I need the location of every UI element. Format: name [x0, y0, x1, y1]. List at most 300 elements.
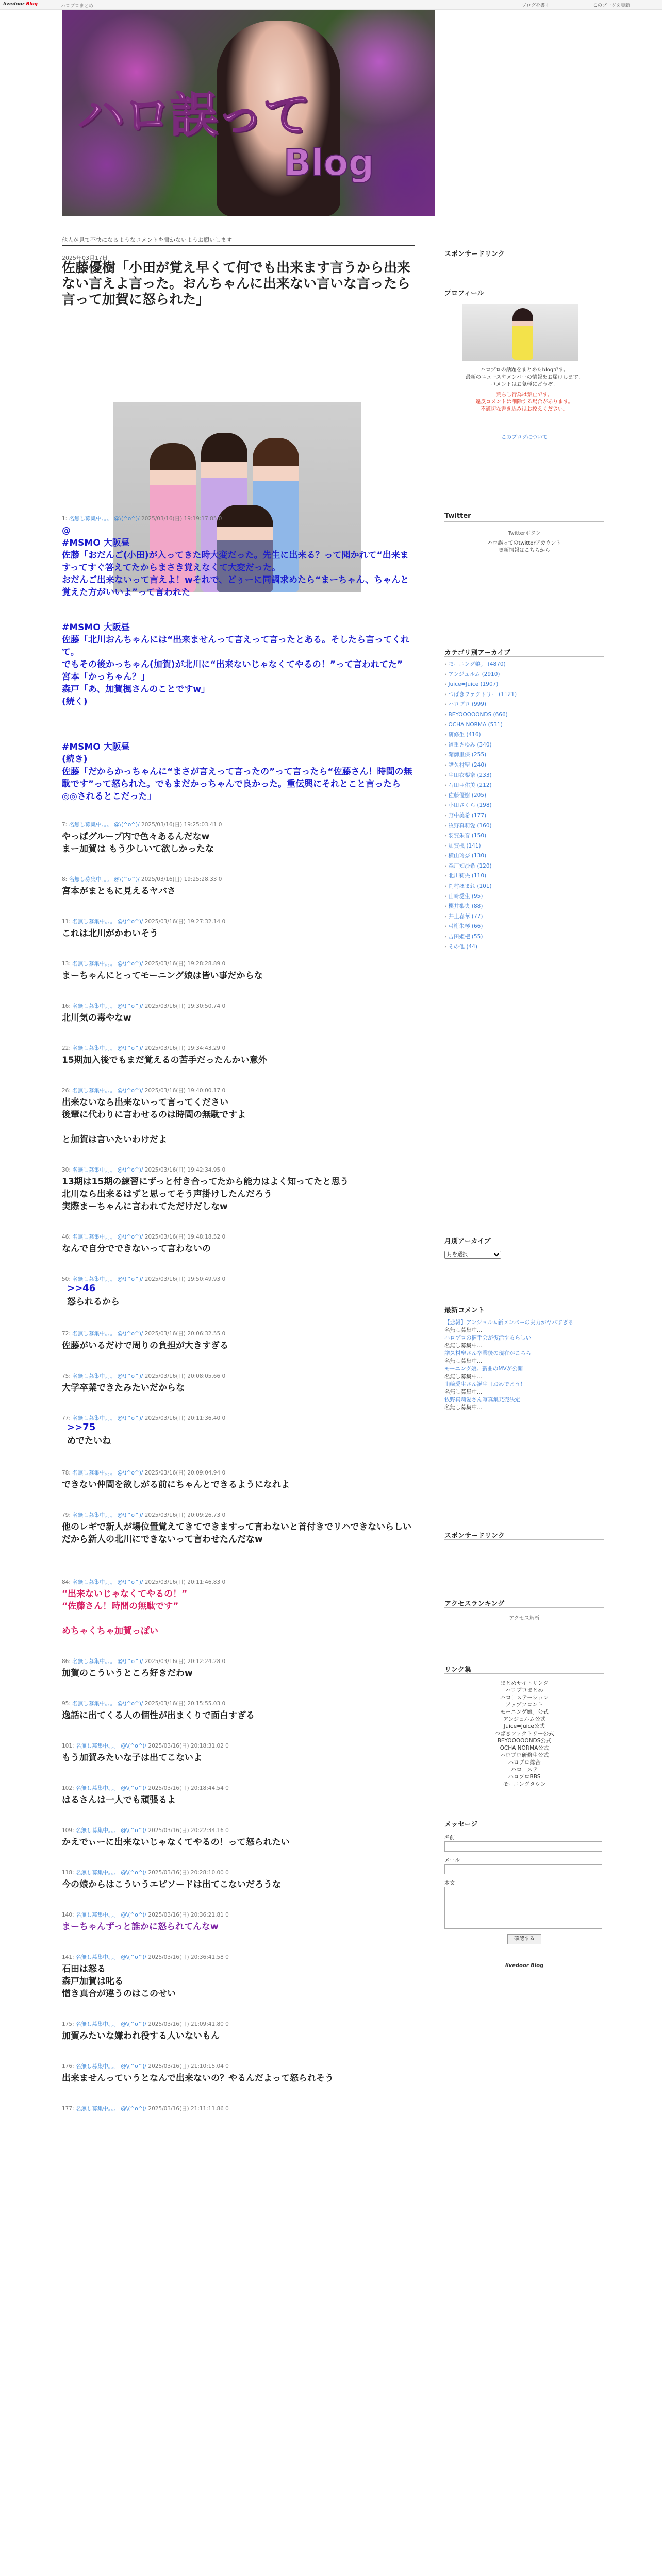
comment-body — [62, 1382, 415, 1394]
comment-author[interactable]: 名無し募集中。。。 — [72, 1234, 116, 1240]
category-link[interactable]: › 森戸知沙希 (120) — [444, 861, 604, 872]
category-link[interactable]: › 研修生 (416) — [444, 730, 604, 740]
comment-body — [62, 1709, 415, 1722]
comment-date: 2025/03/16(日) 19:30:50.74 0 — [144, 1003, 226, 1009]
category-link[interactable]: › 岡村ほまれ (101) — [444, 882, 604, 892]
category-link[interactable]: › つばきファクトリー (1121) — [444, 690, 604, 700]
comment-meta — [62, 2063, 415, 2070]
comment-date: 2025/03/16(日) 20:15:55.03 0 — [144, 1701, 226, 1707]
write-blog-link[interactable]: ブログを書く — [522, 3, 550, 8]
comment-line: できない仲間を欲しがる前にちゃんとできるようになれよ — [62, 1480, 290, 1490]
comment-22 — [62, 1785, 415, 1806]
comment-body — [62, 927, 415, 940]
twitter-text: ハロ誤ってのtwitterアカウント 更新情報はこちらから — [487, 540, 561, 553]
comment-face: @\(^o^)/ — [121, 1827, 147, 1834]
comment-27 — [62, 2021, 415, 2042]
comment-number: 77: — [62, 1415, 71, 1421]
comment-25 — [62, 1911, 415, 1933]
comment-face: @\(^o^)/ — [121, 1912, 147, 1918]
blog-header-banner[interactable] — [62, 10, 435, 216]
recent-comment-item[interactable]: 名無し募集中... — [444, 1343, 483, 1349]
category-link[interactable]: › 譜久村聖 (240) — [444, 760, 604, 771]
comment-date: 2025/03/16(日) 19:25:28.33 0 — [141, 876, 222, 883]
comment-face: @\(^o^)/ — [121, 1743, 147, 1749]
comment-author[interactable]: 名無し募集中。。。 — [72, 1701, 116, 1707]
comment-body — [62, 1243, 415, 1255]
link-item[interactable]: まとめサイトリンク — [500, 1680, 549, 1686]
comment-author[interactable]: 名無し募集中。。。 — [75, 2063, 119, 2070]
divider — [444, 656, 604, 657]
comment-number: 75: — [62, 1373, 71, 1379]
link-item[interactable]: ハロプロ総合 — [508, 1759, 541, 1766]
comment-author[interactable]: 名無し募集中。。。 — [72, 961, 116, 967]
comment-number: 140: — [62, 1912, 74, 1918]
recent-comment-item[interactable]: 名無し募集中... — [444, 1374, 483, 1380]
category-link[interactable]: › 牧野真莉愛 (160) — [444, 821, 604, 832]
comment-line: 憎き真合が違うのはこのせい — [62, 1989, 176, 1999]
category-link[interactable]: › OCHA NORMA (531) — [444, 720, 604, 731]
reply-anchor-link[interactable]: >>46 — [67, 1283, 96, 1294]
category-link[interactable]: › 野中美希 (177) — [444, 811, 604, 821]
comment-meta — [62, 2021, 415, 2028]
category-link[interactable]: › 道重さゆみ (340) — [444, 740, 604, 751]
comment-line: 加賀のこういうところ好きだわw — [62, 1668, 193, 1679]
comment-14 — [62, 1372, 415, 1394]
comment-9 — [62, 1087, 415, 1146]
comment-body — [62, 2030, 415, 2042]
comment-author[interactable]: 名無し募集中。。。 — [75, 1912, 119, 1918]
category-link[interactable]: › 北川莉央 (110) — [444, 871, 604, 882]
comment-face: @\(^o^)/ — [117, 1658, 143, 1665]
comment-author[interactable]: 名無し募集中。。。 — [72, 1088, 116, 1094]
comment-date: 2025/03/16(日) 20:11:36.40 0 — [144, 1415, 226, 1421]
category-link[interactable]: › 生田衣梨奈 (233) — [444, 771, 604, 781]
comment-number: 1: — [62, 516, 68, 522]
comment-number: 101: — [62, 1743, 74, 1749]
comment-face: @\(^o^)/ — [117, 1167, 143, 1173]
comment-body — [62, 1963, 415, 2000]
comment-body — [62, 1667, 415, 1680]
body-label: 本文 — [444, 1880, 455, 1886]
comment-body — [67, 1435, 415, 1447]
comment-line: “佐藤さん！時間の無駄です” — [62, 1601, 179, 1612]
livedoor-logo[interactable]: livedoor Blog — [3, 2, 38, 7]
comment-meta — [62, 1911, 415, 1919]
comment-body — [62, 1521, 415, 1546]
send-button[interactable]: 確認する — [507, 1934, 541, 1944]
comment-body — [62, 2072, 415, 2084]
comment-date: 2025/03/16(日) 21:11:11.86 0 — [148, 2106, 229, 2112]
comment-author[interactable]: 名無し募集中。。。 — [75, 1743, 119, 1749]
comment-face: @\(^o^)/ — [121, 2021, 147, 2027]
comment-notice: 他人が見て不快になるようなコメントを書かないようお願いします — [62, 236, 232, 243]
comment-19 — [62, 1658, 415, 1680]
comment-21 — [62, 1742, 415, 1764]
comment-number: 72: — [62, 1331, 71, 1337]
comment-line: 大学卒業できたみたいだからな — [62, 1383, 185, 1393]
category-link[interactable]: › 小田さくら (198) — [444, 801, 604, 811]
comment-date: 2025/03/16(日) 19:50:49.93 0 — [144, 1276, 226, 1282]
topbar-sub[interactable]: ハロプロまとめ — [61, 4, 94, 9]
profile-link[interactable]: このブログについて — [501, 435, 548, 440]
comment-author[interactable]: 名無し募集中。。。 — [72, 1470, 116, 1476]
comment-body — [62, 1096, 415, 1146]
comment-1 — [62, 619, 415, 708]
comment-face: @\(^o^)/ — [121, 2106, 147, 2112]
name-label: 名前 — [444, 1835, 455, 1841]
comment-body — [62, 1836, 415, 1849]
link-item[interactable]: BEYOOOOONDS公式 — [497, 1738, 552, 1744]
comment-line: #MSMO 大阪昼 — [62, 622, 130, 633]
link-item[interactable]: OCHA NORMA公式 — [500, 1745, 549, 1751]
recent-comments — [444, 1319, 604, 1412]
category-link[interactable]: › ハロプロ (999) — [444, 700, 604, 710]
comment-author[interactable]: 名無し募集中。。。 — [69, 822, 112, 828]
comment-26 — [62, 1954, 415, 2000]
comment-author[interactable]: 名無し募集中。。。 — [72, 1373, 116, 1379]
comment-number: 109: — [62, 1827, 74, 1834]
comment-date: 2025/03/16(日) 19:25:03.41 0 — [141, 822, 222, 828]
link-item[interactable]: つばきファクトリー公式 — [494, 1731, 554, 1737]
category-link[interactable]: › アンジュルム (2910) — [444, 670, 604, 680]
link-item[interactable]: ハロ！ステ — [510, 1767, 538, 1773]
comment-face: @\(^o^)/ — [117, 1234, 143, 1240]
twitter-button[interactable]: Twitterボタン — [508, 531, 541, 536]
comment-28 — [62, 2063, 415, 2084]
comment-line: #MSMO 大阪昼 — [62, 538, 130, 548]
comment-number: 176: — [62, 2063, 74, 2070]
comment-line: 実際まーちゃんに言われてただけだしなw — [62, 1201, 228, 1212]
comment-line: おだんご出来ないって言えよ！wそれで、どぅーに同調求めたら“まーちゃん、ちゃんと覚えた方がいいよ”って言われた — [62, 575, 409, 598]
comment-meta — [62, 1087, 415, 1094]
comment-face: @\(^o^)/ — [117, 1470, 143, 1476]
comment-face: @\(^o^)/ — [113, 876, 140, 883]
profile-warning: 荒らし行為は禁止です。 違反コメントは削除する場合があります。 不適切な書き込みはお控えください。 — [475, 392, 573, 412]
profile-image[interactable] — [462, 304, 578, 361]
comment-line: 宮本がまともに見えるヤバさ — [62, 886, 176, 896]
comment-3 — [62, 821, 415, 855]
archive-heading: 月別アーカイブ — [444, 1238, 491, 1245]
recent-comments-heading: 最新コメント — [444, 1307, 485, 1314]
profile-text: ハロプロの話題をまとめたblogです。 最新のニュースやメンバーの情報をお届けします。 コメントはお気軽にどうぞ。 — [466, 367, 583, 387]
comment-number: 84: — [62, 1579, 71, 1585]
comment-date: 2025/03/16(日) 20:08:05.66 0 — [144, 1373, 226, 1379]
comment-line: 出来ないなら出来ないって言ってください — [62, 1097, 228, 1108]
comment-line: #MSMO 大阪昼 — [62, 742, 130, 752]
comment-author[interactable]: 名無し募集中。。。 — [72, 1045, 116, 1052]
comment-number: 22: — [62, 1045, 71, 1052]
comment-body — [62, 621, 415, 708]
comment-date: 2025/03/16(日) 20:09:04.94 0 — [144, 1470, 226, 1476]
comment-0 — [62, 515, 415, 599]
link-item[interactable]: ハロプロまとめ — [505, 1687, 543, 1693]
comment-face: @\(^o^)/ — [117, 1276, 143, 1282]
divider — [62, 245, 415, 246]
comment-author[interactable]: 名無し募集中。。。 — [75, 1785, 119, 1791]
comment-author[interactable]: 名無し募集中。。。 — [75, 1870, 119, 1876]
category-link[interactable]: › 佐藤優樹 (205) — [444, 791, 604, 801]
category-link[interactable]: › BEYOOOOONDS (666) — [444, 710, 604, 720]
comment-15 — [62, 1415, 415, 1447]
post-title[interactable]: 佐藤優樹「小田が覚え早くて何でも出来ます言うから出来ない言えよ言った。おんちゃんに出来ない言いな言ったら言って加賀に怒られた」 — [62, 260, 411, 308]
link-list — [444, 1680, 604, 1788]
category-link[interactable]: › 石田亜佑美 (212) — [444, 781, 604, 791]
comment-author[interactable]: 名無し募集中。。。 — [72, 1331, 116, 1337]
recent-comment-item[interactable]: 名無し募集中... — [444, 1389, 483, 1395]
comment-13 — [62, 1330, 415, 1352]
category-link[interactable]: › Juice=Juice (1907) — [444, 680, 604, 690]
recent-comment-item[interactable]: 名無し募集中... — [444, 1404, 483, 1411]
link-item[interactable]: ハロプロBBS — [508, 1774, 541, 1780]
comment-meta — [62, 515, 415, 522]
comment-face: @\(^o^)/ — [117, 1331, 143, 1337]
comment-author[interactable]: 名無し募集中。。。 — [72, 1003, 116, 1009]
comment-date: 2025/03/16(日) 19:28:28.89 0 — [144, 961, 226, 967]
comment-line: めでたいね — [67, 1436, 111, 1446]
comment-12 — [62, 1276, 415, 1308]
access-image[interactable]: アクセス解析 — [509, 1616, 540, 1621]
comment-face: @\(^o^)/ — [117, 1003, 143, 1009]
comment-date: 2025/03/16(日) 20:09:26.73 0 — [144, 1512, 226, 1518]
comment-meta — [62, 1003, 415, 1010]
comment-author[interactable]: 名無し募集中。。。 — [72, 919, 116, 925]
comment-body — [62, 1794, 415, 1806]
category-link[interactable]: › 井上春華 (77) — [444, 912, 604, 922]
comment-meta — [62, 1330, 415, 1337]
comment-author[interactable]: 名無し募集中。。。 — [75, 1954, 119, 1960]
link-item[interactable]: アンジュルム公式 — [503, 1716, 546, 1722]
link-item[interactable]: ハロ！ステーション — [500, 1694, 549, 1701]
comment-line: これは北川がかわいそう — [62, 928, 158, 939]
comment-body — [62, 1878, 415, 1891]
comment-body — [62, 1588, 415, 1637]
comment-line: “出来ないじゃなくてやるの！” — [62, 1589, 188, 1599]
message-heading: メッセージ — [444, 1821, 478, 1828]
comment-23 — [62, 1827, 415, 1849]
comment-face: @\(^o^)/ — [117, 1579, 143, 1585]
post-date: 2025年03月17日 — [62, 255, 108, 261]
comment-line: 他のレギで新人が場位置覚えてきてできますって言わないと首付きでリハできないらしい — [62, 1522, 412, 1532]
comment-line: 怒られるから — [67, 1297, 120, 1307]
comment-author[interactable]: 名無し募集中。。。 — [75, 1827, 119, 1834]
comment-body — [62, 885, 415, 897]
comment-face: @\(^o^)/ — [117, 1701, 143, 1707]
comment-number: 8: — [62, 876, 68, 883]
comment-author[interactable]: 名無し募集中。。。 — [75, 2106, 119, 2112]
comment-author[interactable]: 名無し募集中。。。 — [72, 1276, 116, 1282]
divider — [444, 1539, 604, 1540]
comment-body — [62, 1921, 415, 1933]
comment-face: @\(^o^)/ — [117, 919, 143, 925]
recent-comment-item[interactable]: モーニング娘。新曲のMVが公開 — [444, 1366, 523, 1372]
comment-line: かえでぃーに出来ないじゃなくてやるの！って怒られたい — [62, 1837, 290, 1848]
profile-heading: プロフィール — [444, 290, 484, 297]
comment-date: 2025/03/16(日) 20:18:31.02 0 — [148, 1743, 229, 1749]
comment-number: 26: — [62, 1088, 71, 1094]
comment-line: まーちゃんにとってモーニング娘は皆い事だからな — [62, 971, 263, 981]
comment-date: 2025/03/16(日) 20:11:46.83 0 — [144, 1579, 226, 1585]
category-link[interactable]: › 鞘師里保 (255) — [444, 750, 604, 760]
comment-date: 2025/03/16(日) 20:06:32.55 0 — [144, 1331, 226, 1337]
comment-line: 加賀みたいな嫌われ役する人いないもん — [62, 2031, 220, 2041]
comment-line: まー加賀は もう少しいて欲しかったな — [62, 844, 214, 854]
blog-title: ハロ誤って — [77, 87, 310, 143]
comment-author[interactable]: 名無し募集中。。。 — [75, 2021, 119, 2027]
comment-body — [67, 1296, 415, 1308]
recent-comment-item[interactable]: 譜久村聖さん卒業後の現在がこちら — [444, 1350, 531, 1357]
comment-line: もう加賀みたいな子は出てこないよ — [62, 1753, 202, 1763]
comment-18 — [62, 1579, 415, 1637]
comment-author[interactable]: 名無し募集中。。。 — [72, 1415, 116, 1421]
comment-author[interactable]: 名無し募集中。。。 — [72, 1167, 116, 1173]
comment-line: 今の娘からはこういうエピソードは出てこないだろうな — [62, 1879, 281, 1890]
comment-16 — [62, 1469, 415, 1491]
twitter-heading: Twitter — [444, 512, 471, 520]
comment-author[interactable]: 名無し募集中。。。 — [72, 1512, 116, 1518]
mail-input[interactable] — [444, 1864, 602, 1874]
category-link[interactable]: › 弓桁朱琴 (66) — [444, 922, 604, 932]
access-ranking-heading: アクセスランキング — [444, 1600, 505, 1608]
comment-face: @\(^o^)/ — [117, 1415, 143, 1421]
comment-11 — [62, 1233, 415, 1255]
comment-number: 78: — [62, 1470, 71, 1476]
comment-line: 佐藤「だからかっちゃんに“まさが言えって言ったの”って言ったら“佐藤さん！時間の無駄です”って怒られた。でもまだかっちゃんで良かった。重伝興にそれとこと言ったら◎◎されるとこだった」 — [62, 767, 412, 802]
category-link[interactable]: › 吉田姫杷 (55) — [444, 932, 604, 942]
comment-meta — [62, 1954, 415, 1961]
comment-5 — [62, 918, 415, 940]
comment-number: 46: — [62, 1234, 71, 1240]
comment-face: @\(^o^)/ — [117, 961, 143, 967]
category-link[interactable]: › 櫻井梨央 (88) — [444, 902, 604, 912]
comment-line: 石田は怒る — [62, 1964, 106, 1974]
comment-date: 2025/03/16(日) 19:19:17.85 0 — [141, 516, 222, 522]
comment-body — [62, 1340, 415, 1352]
comment-number: 86: — [62, 1658, 71, 1665]
comment-line: だから新人の北川にできないって言わせたんだなw — [62, 1534, 263, 1545]
comment-number: 30: — [62, 1167, 71, 1173]
comment-meta — [62, 1827, 415, 1834]
update-blog-link[interactable]: このブログを更新 — [593, 3, 631, 8]
recent-comment-item[interactable]: 名無し募集中... — [444, 1358, 483, 1364]
comment-meta — [62, 1742, 415, 1750]
link-item[interactable]: Juice=Juice公式 — [504, 1723, 545, 1730]
comment-body — [62, 1176, 415, 1213]
comment-17 — [62, 1512, 415, 1546]
recent-comment-item[interactable]: ハロプロの握手会が復活するらしい — [444, 1335, 531, 1341]
recent-comment-item[interactable]: 【悲報】アンジュルム新メンバーの実力がヤバすぎる — [444, 1319, 573, 1326]
archive-select[interactable] — [444, 1251, 501, 1259]
category-link[interactable]: › 羽賀朱音 (150) — [444, 831, 604, 841]
comment-number: 50: — [62, 1276, 71, 1282]
comment-line: 宮本「かっちゃん？」 — [62, 672, 150, 682]
sponsored-heading-2: スポンサードリンク — [444, 1532, 505, 1540]
comment-line: めちゃくちゃ加賀っぽい — [62, 1626, 158, 1636]
comment-24 — [62, 1869, 415, 1891]
comment-6 — [62, 960, 415, 982]
comment-meta — [62, 1166, 415, 1174]
comment-line: 北川なら出来るはずと思ってそう声掛けしたんだろう — [62, 1189, 272, 1199]
comment-meta — [62, 1579, 415, 1586]
comment-meta — [62, 1415, 415, 1422]
comment-body — [62, 1752, 415, 1764]
comment-number: 175: — [62, 2021, 74, 2027]
comment-number: 16: — [62, 1003, 71, 1009]
category-link[interactable]: › 横山玲奈 (130) — [444, 851, 604, 861]
comment-body — [62, 970, 415, 982]
comment-author[interactable]: 名無し募集中。。。 — [69, 516, 112, 522]
comment-meta — [62, 1233, 415, 1241]
link-item[interactable]: アップフロント — [505, 1702, 543, 1708]
comment-author[interactable]: 名無し募集中。。。 — [69, 876, 112, 883]
comment-line: でもその後かっちゃん(加賀)が北川に“出来ないじゃなくてやるの！”って言われてた” — [62, 659, 403, 670]
comment-body — [62, 524, 415, 599]
comment-line: 15期加入後でもまだ覚えるの苦手だったんかい意外 — [62, 1055, 267, 1065]
comment-author[interactable]: 名無し募集中。。。 — [72, 1579, 116, 1585]
link-item[interactable]: モーニングタウン — [503, 1781, 546, 1787]
comment-line — [62, 1613, 415, 1625]
comment-date: 2025/03/16(日) 19:34:43.29 0 — [144, 1045, 226, 1052]
comment-number: 7: — [62, 822, 68, 828]
comment-meta — [62, 876, 415, 883]
comment-date: 2025/03/16(日) 20:36:21.81 0 — [148, 1912, 229, 1918]
comment-line: 逸話に出てくる人の個性が出まくりで面白すぎる — [62, 1710, 255, 1721]
footer-logo[interactable]: livedoor Blog — [505, 1963, 544, 1969]
recent-comment-item[interactable]: 牧野真莉愛さん写真集発売決定 — [444, 1397, 520, 1403]
comment-face: @\(^o^)/ — [113, 516, 140, 522]
divider — [444, 1673, 604, 1674]
comment-line: と加賀は言いたいわけだよ — [62, 1134, 167, 1145]
link-item[interactable]: モーニング娘。公式 — [500, 1709, 549, 1715]
comment-meta — [62, 1700, 415, 1707]
recent-comment-item[interactable]: 名無し募集中... — [444, 1327, 483, 1333]
comment-line: はるさんは一人でも頑張るよ — [62, 1795, 176, 1805]
comment-number: 118: — [62, 1870, 74, 1876]
comment-number: 177: — [62, 2106, 74, 2112]
comment-date: 2025/03/16(日) 20:22:34.16 0 — [148, 1827, 229, 1834]
comment-meta — [62, 821, 415, 828]
category-link[interactable]: › その他 (44) — [444, 942, 604, 953]
comment-meta — [62, 1869, 415, 1876]
category-link[interactable]: › 加賀楓 (141) — [444, 841, 604, 852]
comment-date: 2025/03/16(日) 19:40:00.17 0 — [144, 1088, 226, 1094]
comment-author[interactable]: 名無し募集中。。。 — [72, 1658, 116, 1665]
comment-meta — [62, 1372, 415, 1380]
category-link[interactable]: › モーニング娘。 (4870) — [444, 659, 604, 670]
comment-meta — [62, 2105, 415, 2112]
recent-comment-item[interactable]: 山﨑愛生さん誕生日おめでとう！ — [444, 1381, 526, 1387]
category-heading: カテゴリ別アーカイブ — [444, 649, 511, 657]
comment-face: @\(^o^)/ — [117, 1045, 143, 1052]
comment-date: 2025/03/16(日) 20:28:10.00 0 — [148, 1870, 229, 1876]
comment-line: 森戸「あ、加賀楓さんのことですw」 — [62, 684, 210, 694]
category-link[interactable]: › 山﨑愛生 (95) — [444, 892, 604, 902]
top-bar — [0, 0, 662, 10]
name-input[interactable] — [444, 1841, 602, 1852]
comment-body — [62, 831, 415, 855]
comment-meta — [62, 918, 415, 925]
comment-line — [62, 1121, 415, 1133]
reply-anchor-link[interactable]: >>75 — [67, 1422, 96, 1433]
comment-face: @\(^o^)/ — [117, 1373, 143, 1379]
comment-line: 北川気の毒やなw — [62, 1013, 131, 1023]
category-list — [444, 659, 604, 952]
link-item[interactable]: ハロプロ研修生公式 — [500, 1752, 549, 1758]
comment-date: 2025/03/16(日) 19:42:34.95 0 — [144, 1167, 226, 1173]
comment-date: 2025/03/16(日) 19:48:18.52 0 — [144, 1234, 226, 1240]
body-textarea[interactable] — [444, 1887, 602, 1929]
comment-2 — [62, 739, 415, 803]
comment-body — [62, 1054, 415, 1066]
